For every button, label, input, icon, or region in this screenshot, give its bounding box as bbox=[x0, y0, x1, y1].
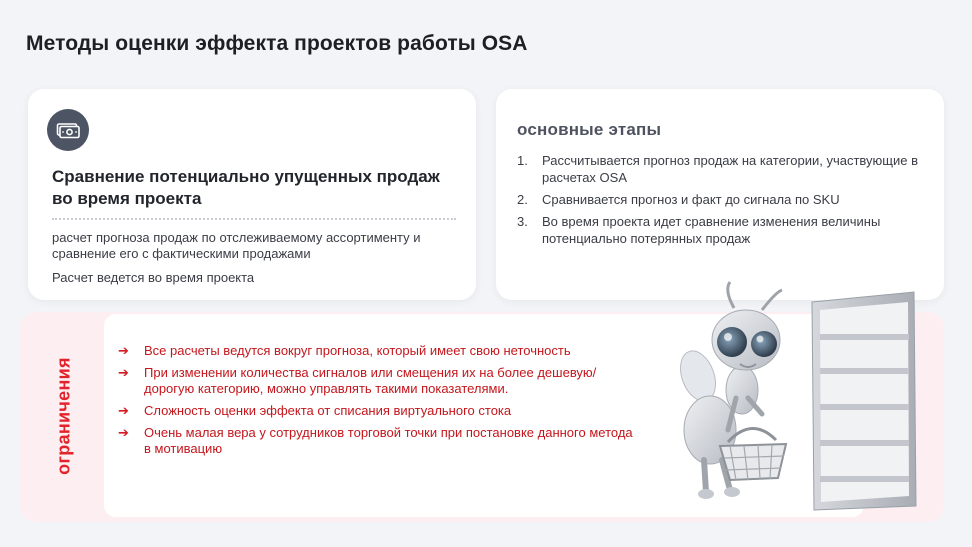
method-title: Сравнение потенциально упущенных продаж во время проекта bbox=[52, 167, 440, 208]
limitations-list bbox=[118, 343, 638, 463]
shelf bbox=[812, 292, 916, 510]
list-item bbox=[517, 191, 927, 208]
method-card bbox=[28, 89, 476, 300]
money-icon bbox=[47, 109, 89, 151]
limitation-text: Все расчеты ведутся вокруг прогноза, который имеет свою неточность bbox=[144, 343, 571, 358]
divider bbox=[52, 218, 456, 220]
stage-number: 1. bbox=[517, 153, 528, 168]
arrow-right-icon: ➔ bbox=[118, 425, 129, 440]
stage-number: 2. bbox=[517, 192, 528, 207]
list-item bbox=[118, 425, 638, 457]
arrow-right-icon: ➔ bbox=[118, 403, 129, 418]
limitations-label: ограничения bbox=[53, 357, 74, 475]
limitation-text: Сложность оценки эффекта от списания виртуального стока bbox=[144, 403, 512, 418]
stage-text: Во время проекта идет сравнение изменения величины потенциально потерянных продаж bbox=[542, 214, 881, 246]
stage-number: 3. bbox=[517, 214, 528, 229]
list-item bbox=[118, 365, 638, 397]
limitation-text: При изменении количества сигналов или смещения их на более дешевую/дорогую категорию, можно управлять такими показателями. bbox=[144, 365, 597, 396]
list-item bbox=[118, 343, 638, 359]
stages-card bbox=[496, 89, 944, 300]
list-item bbox=[517, 213, 927, 247]
stages-list bbox=[517, 152, 927, 252]
list-item bbox=[517, 152, 927, 186]
stages-title: основные этапы bbox=[517, 120, 662, 139]
ant-robot-shelf-illustration bbox=[664, 280, 954, 520]
method-note: Расчет ведется во время проекта bbox=[52, 270, 255, 285]
arrow-right-icon: ➔ bbox=[118, 343, 129, 358]
list-item bbox=[118, 403, 638, 419]
limitation-text: Очень малая вера у сотрудников торговой точки при постановке данного метода в мотивацию bbox=[144, 425, 633, 456]
stage-text: Сравнивается прогноз и факт до сигнала по SKU bbox=[542, 192, 840, 207]
arrow-right-icon: ➔ bbox=[118, 365, 129, 380]
page-title: Методы оценки эффекта проектов работы OSA bbox=[26, 32, 528, 55]
stage-text: Рассчитывается прогноз продаж на категории, участвующие в расчетах OSA bbox=[542, 153, 918, 185]
method-description: расчет прогноза продаж по отслеживаемому ассортименту и сравнение его с фактическими продажами bbox=[52, 230, 421, 261]
